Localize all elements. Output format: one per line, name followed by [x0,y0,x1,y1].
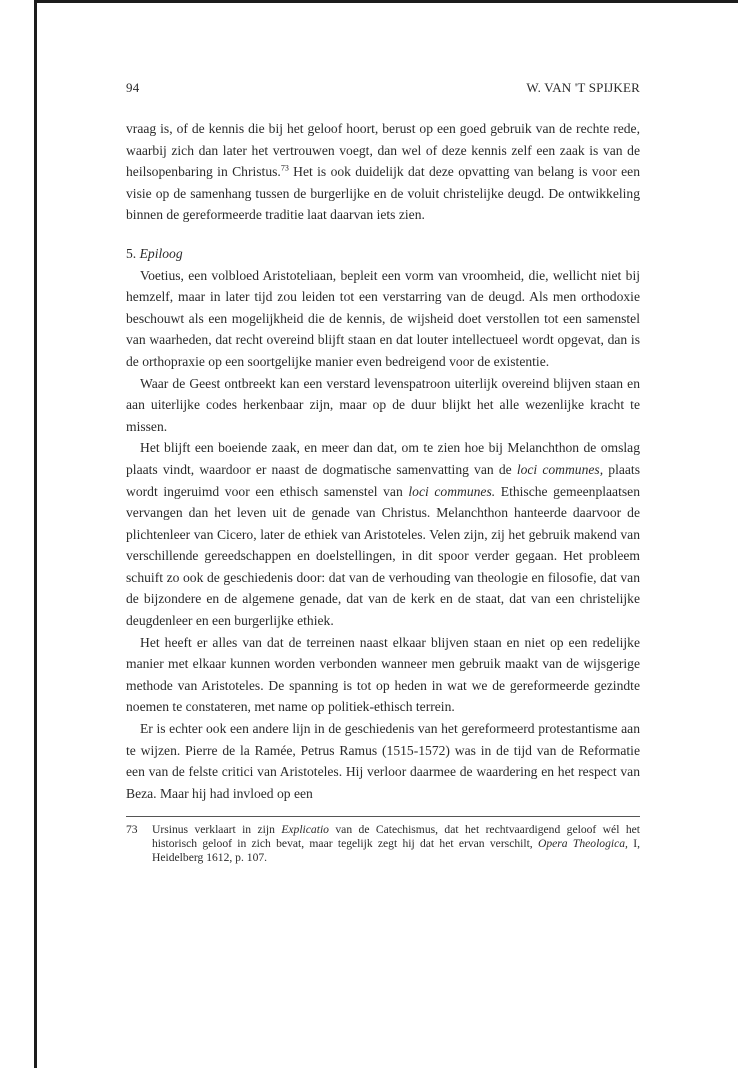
section-heading [126,243,640,265]
scan-border-left [34,0,37,1068]
intro-text-a: vraag is, of de kennis die bij het geloof hoort, berust op een goed gebruik van de rechte rede, waarbij zich dan later het vertrouwen voegt, dan wel of deze kennis zelf een zaak is van de heilsopenbaring in Christus. [126,121,640,180]
page-number: 94 [126,80,140,95]
footnote-text-a: Ursinus verklaart in zijn [152,823,282,837]
footnote-number: 73 [126,823,138,837]
loci-communes-italic-1: loci communes, [516,461,604,477]
paragraph-terreinen: Het heeft er alles van dat de terreinen naast elkaar blijven staan en niet op een redelijke manier met elkaar kunnen worden verbonden wanneer men gebruik maakt van de wijsgerige methode van Aristoteles. De spanning is tot op heden in wat we de gereformeerde gezindte noemen te constateren, met name op politiek-ethisch terrein. [126,634,640,715]
footnote-opera: Opera Theologica, [537,837,628,851]
loci-communes-italic-2: loci communes. [408,483,496,499]
running-head-author: W. VAN 'T SPIJKER [526,80,640,95]
paragraph-voetius: Voetius, een volbloed Aristoteliaan, bepleit een vorm van vroomheid, die, wellicht niet bij hemzelf, maar in later tijd zou leiden tot een verstarring van de deugd. Als men orthodoxie beschouwt als een mogelijkheid die de kennis, de wijsheid doet verstollen tot een samenstel van waarheden, dat recht overeind blijft staan en dat louter intellectueel wordt opgevat, dan is de orthopraxie op een soortgelijke manier even bedreigend voor de existentie. [126,267,640,369]
paragraph-ramus: Er is echter ook een andere lijn in de geschiedenis van het gereformeerd protestantisme aan te wijzen. Pierre de la Ramée, Petrus Ramus (1515-1572) was in de tijd van de Reformatie een van de felste critici van Aristoteles. Hij verloor daarmee de waardering en het respect van Beza. Maar hij had invloed op een [126,721,640,801]
melanchthon-text-c: Ethische gemeenplaatsen vervangen dan het leven uit de genade van Christus. Melanchthon hanteerde daarvoor de plichtenleer van Cicero, later de ethiek van Aristoteles. Velen zijn, zij het gebruik makend van verschillende gereedschappen en doelstellingen, in dit spoor verder gegaan. Het probleem schuift zo ook de geschiedenis door: dat van de verhouding van theologie en filosofie, dat van de bijzondere en de algemene genade, dat van de kerk en de staat, dat van een christelijke deugdenleer en een burgerlijke ethiek. [126,483,640,629]
body-text [126,118,640,804]
melanchthon-text-a: Het blijft een boeiende zaak, en meer dan dat, om te zien hoe bij Melanchthon de omslag plaats vindt, waardoor er naast de dogmatische samenvatting van de [126,440,640,477]
intro-text-b: Het is ook duidelijk dat deze opvatting van belang is voor een visie op de samenhang tussen de burgerlijke en de voluit christelijke deugd. De ontwikkeling binnen de gereformeerde traditie laat daarvan iets zien. [126,164,640,223]
footnote-text-c: I, Heidelberg 1612, p. 107. [152,837,640,865]
footnote-text-b: van de Catechismus, dat het rechtvaardigend geloof wél het historisch geloof in zich bevat, maar tegelijk zegt hij dat het ervan verschilt, [152,823,640,851]
footnote-ref-73[interactable]: 73 [280,163,289,173]
section-number: 5. [126,245,137,261]
section-title: Epiloog [139,245,183,261]
footnote-73 [126,823,640,865]
running-header [126,80,640,102]
footnote-explicatio: Explicatio [281,823,329,837]
paragraph-melanchthon [126,437,640,631]
paragraph-intro [126,118,640,226]
paragraph-geest: Waar de Geest ontbreekt kan een verstard levenspatroon uiterlijk overeind blijven staan en aan uiterlijke codes herkenbaar zijn, maar op de duur blijkt het alle wezenlijke kracht te missen. [126,375,640,434]
melanchthon-text-b: plaats wordt ingeruimd voor een ethisch samenstel van [126,461,640,499]
footnote-text [152,823,640,865]
book-page [126,80,640,865]
scan-border-top [34,0,738,3]
footnotes [126,816,640,865]
section-gap [126,226,640,243]
